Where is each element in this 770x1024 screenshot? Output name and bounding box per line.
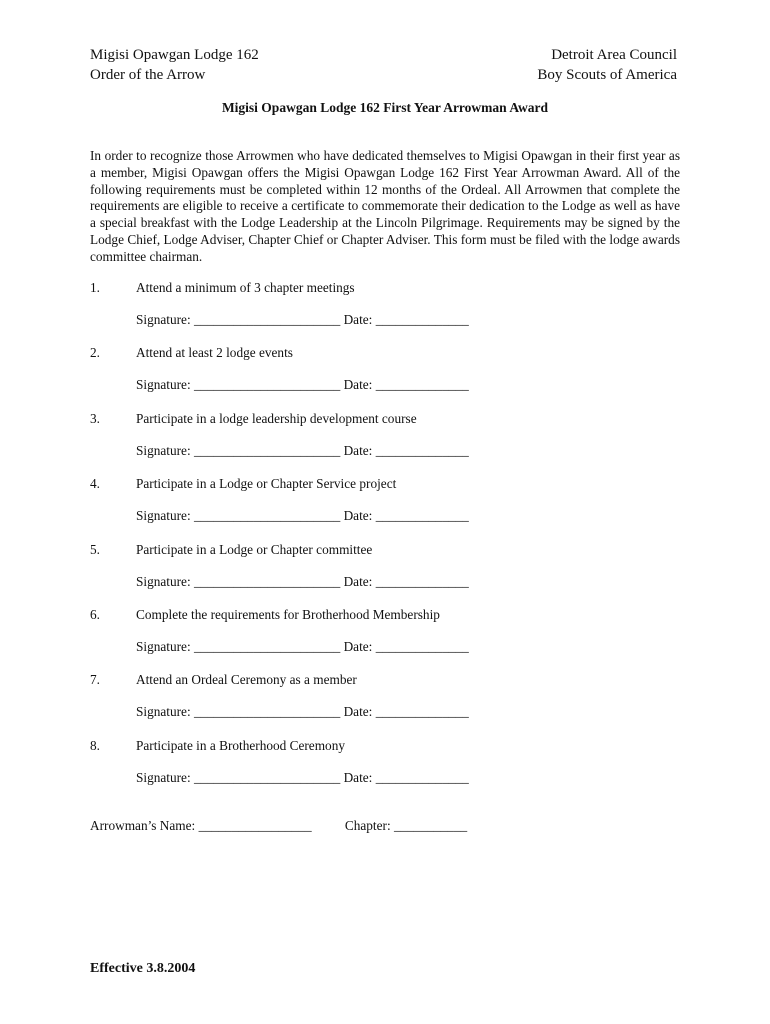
signature-row [136,638,469,656]
requirement-item [90,541,690,606]
signature-field[interactable]: ______________________ [193,508,341,524]
organization-name: Order of the Arrow [90,67,206,83]
requirement-item [90,737,690,802]
signature-row [136,769,469,787]
requirement-item [90,279,690,344]
signature-row [136,703,469,721]
requirements-list [90,279,690,802]
effective-date: Effective 3.8.2004 [90,961,196,976]
requirement-text: Participate in a lodge leadership development course [136,410,417,426]
signature-field[interactable]: ______________________ [193,638,341,654]
date-label: Date: [343,704,373,720]
signature-row [136,376,469,394]
requirement-number: 6. [90,606,100,622]
requirement-item [90,671,690,736]
intro-paragraph: In order to recognize those Arrowmen who have dedicated themselves to Migisi Opawgan in their first year as a member, Migisi Opawgan offers the Migisi Opawgan Lodge 162 First Year Arrowman Award. All of the following requirements must be completed within 12 months of the Ordeal. All Arrowmen that complete the requirements are eligible to receive a certificate to commemorate their dedication to the Lodge as well as have a special breakfast with the Lodge Leadership at the Lincoln Pilgrimage. Requirements may be signed by the Lodge Chief, Lodge Adviser, Chapter Chief or Chapter Adviser. This form must be filed with the lodge awards committee chairman. [90,148,680,264]
document-title: Migisi Opawgan Lodge 162 First Year Arrowman Award [221,100,549,115]
date-label: Date: [343,312,373,327]
chapter-label: Chapter: [344,818,391,833]
date-field[interactable]: ______________ [375,312,469,327]
requirement-text: Participate in a Brotherhood Ceremony [136,737,345,753]
date-field[interactable]: ______________ [375,442,469,458]
requirement-number: 3. [90,410,100,426]
signature-label: Signature: [136,769,191,785]
date-label: Date: [343,638,373,654]
requirement-text: Attend at least 2 lodge events [136,345,293,361]
signature-row [136,507,469,525]
date-field[interactable]: ______________ [375,573,469,589]
date-label: Date: [343,769,373,785]
signature-field[interactable]: ______________________ [193,704,341,720]
date-field[interactable]: ______________ [375,377,469,393]
date-field[interactable]: ______________ [375,704,469,720]
date-label: Date: [343,573,373,589]
signature-label: Signature: [136,442,191,458]
requirement-text: Attend a minimum of 3 chapter meetings [136,280,355,295]
requirement-item [90,475,690,540]
lodge-name: Migisi Opawgan Lodge 162 [90,47,259,63]
date-label: Date: [343,442,373,458]
requirement-number: 5. [90,541,100,557]
requirement-number: 8. [90,737,100,753]
signature-field[interactable]: ______________________ [193,573,341,589]
requirement-text: Participate in a Lodge or Chapter committee [136,541,373,557]
signature-field[interactable]: ______________________ [193,377,341,393]
signature-label: Signature: [136,704,191,720]
signature-label: Signature: [136,638,191,654]
requirement-number: 4. [90,476,100,492]
signature-label: Signature: [136,312,191,327]
requirement-text: Complete the requirements for Brotherhood Membership [136,606,440,622]
signature-row [136,442,469,460]
requirement-item [90,606,690,671]
requirement-number: 1. [90,280,100,295]
chapter-field[interactable]: ___________ [393,818,468,833]
header-left [90,45,259,85]
signature-field[interactable]: ______________________ [193,769,341,785]
header-right [537,45,677,85]
requirement-number: 2. [90,345,100,361]
signature-label: Signature: [136,508,191,524]
date-label: Date: [343,508,373,524]
signature-row [136,573,469,591]
requirement-item [90,344,690,409]
date-field[interactable]: ______________ [375,508,469,524]
date-label: Date: [343,377,373,393]
requirement-item [90,410,690,475]
date-field[interactable]: ______________ [375,769,469,785]
signature-field[interactable]: ______________________ [193,442,341,458]
footer-fields [90,817,467,835]
requirement-number: 7. [90,672,100,688]
signature-label: Signature: [136,573,191,589]
bsa-name: Boy Scouts of America [537,67,677,83]
requirement-text: Participate in a Lodge or Chapter Service project [136,476,397,492]
requirement-text: Attend an Ordeal Ceremony as a member [136,672,357,688]
signature-field[interactable]: ______________________ [193,312,341,327]
signature-label: Signature: [136,377,191,393]
council-name: Detroit Area Council [551,47,677,63]
date-field[interactable]: ______________ [375,638,469,654]
arrowman-name-field[interactable]: _________________ [198,818,312,833]
arrowman-name-label: Arrowman’s Name: [90,818,196,833]
signature-row [136,311,469,329]
